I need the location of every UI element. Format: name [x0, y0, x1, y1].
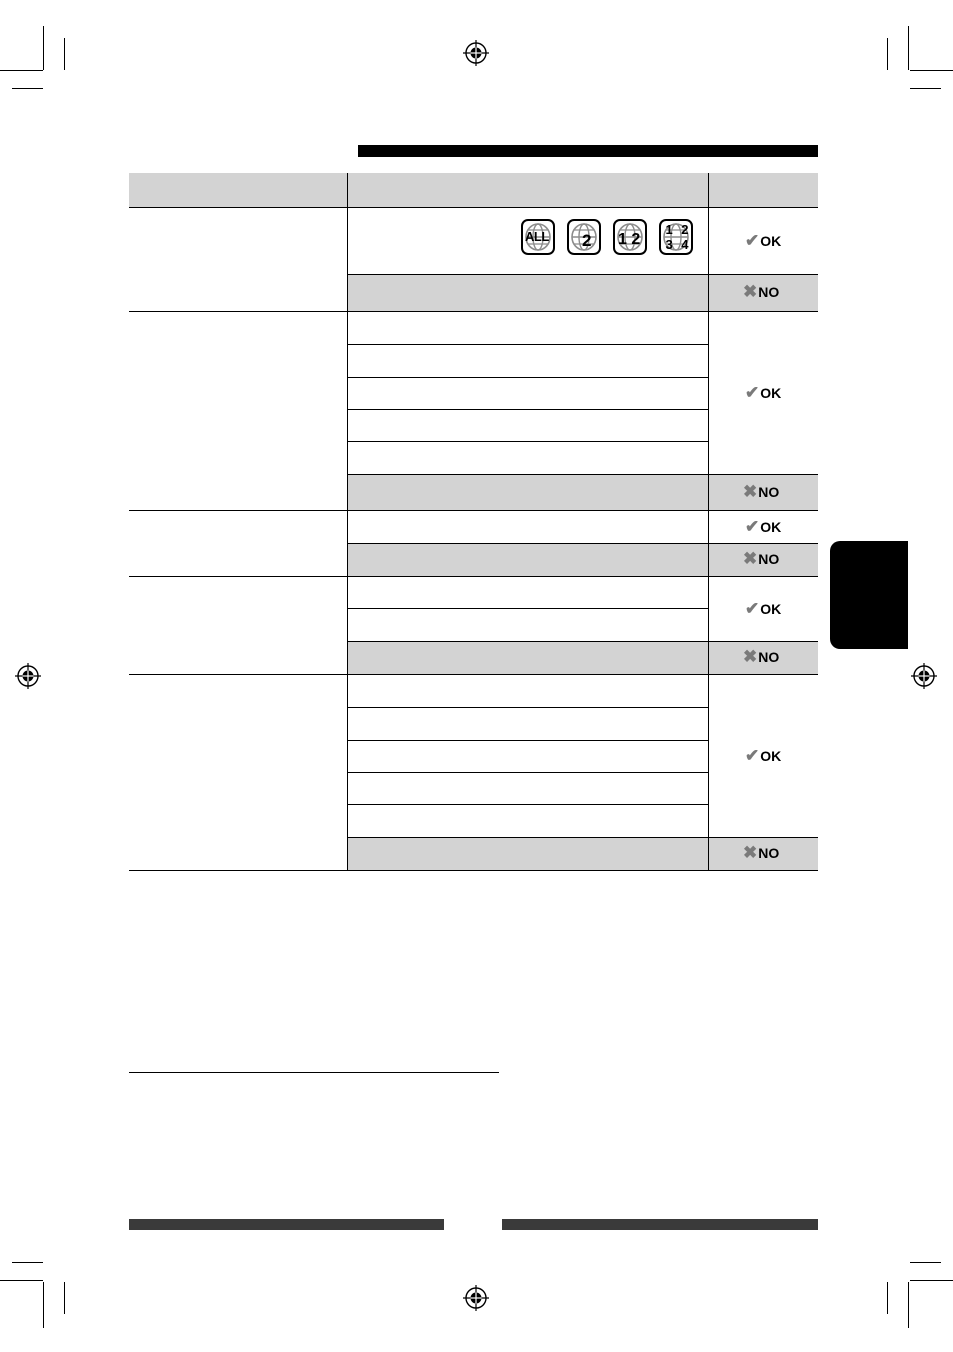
- check-icon: ✔: [745, 383, 760, 402]
- ok-mark: ✔OK: [745, 599, 782, 618]
- column-divider: [347, 173, 348, 870]
- row-divider: [347, 409, 708, 410]
- footnote-rule: [129, 1072, 499, 1073]
- row-divider: [347, 543, 818, 544]
- no-mark: ✖NO: [743, 482, 780, 501]
- cross-icon: ✖: [743, 482, 758, 501]
- row-divider: [347, 804, 708, 805]
- crop-mark: [43, 1282, 44, 1328]
- row-divider: [347, 441, 708, 442]
- row-divider: [347, 474, 818, 475]
- row-divider: [129, 311, 818, 312]
- crop-mark: [908, 26, 909, 70]
- table-header-row: [129, 173, 818, 207]
- crop-mark: [64, 1282, 65, 1314]
- side-tab: [830, 541, 908, 649]
- check-icon: ✔: [745, 231, 760, 250]
- section-heading-bar: [358, 145, 818, 157]
- row-divider: [347, 274, 818, 275]
- no-mark: ✖NO: [743, 647, 780, 666]
- row-divider: [129, 674, 818, 675]
- footer-bar-left: [129, 1219, 444, 1230]
- crop-mark: [0, 1280, 43, 1281]
- cross-icon: ✖: [743, 549, 758, 568]
- crop-mark: [908, 1282, 909, 1328]
- compatibility-table: [129, 173, 818, 870]
- registration-target-icon: [15, 663, 41, 689]
- row-divider: [129, 870, 818, 871]
- region-mark-2: [567, 219, 601, 255]
- cross-icon: ✖: [743, 843, 758, 862]
- ok-mark: ✔OK: [745, 746, 782, 765]
- row-divider: [347, 641, 818, 642]
- crop-mark: [0, 70, 43, 71]
- cross-icon: ✖: [743, 647, 758, 666]
- crop-mark: [910, 88, 941, 89]
- row-divider: [347, 707, 708, 708]
- region-mark-label: 1 2: [618, 231, 641, 248]
- row-divider: [129, 576, 818, 577]
- crop-mark: [910, 1280, 953, 1281]
- region-mark-all: [521, 219, 555, 255]
- check-icon: ✔: [745, 746, 760, 765]
- registration-target-icon: [463, 40, 489, 66]
- column-divider: [708, 173, 709, 870]
- registration-target-icon: [911, 663, 937, 689]
- row-divider: [347, 344, 708, 345]
- crop-mark: [887, 38, 888, 70]
- region-mark-label: 1 2 3 4: [665, 222, 689, 252]
- crop-mark: [910, 1262, 941, 1263]
- row-divider: [347, 837, 818, 838]
- ok-mark: ✔OK: [745, 383, 782, 402]
- region-mark-label: 2: [582, 231, 592, 250]
- region-mark-1-2-3-4: [659, 219, 693, 255]
- region-mark-label: ALL: [525, 229, 549, 244]
- no-mark: ✖NO: [743, 843, 780, 862]
- row-divider: [129, 207, 818, 208]
- no-mark: ✖NO: [743, 549, 780, 568]
- check-icon: ✔: [745, 517, 760, 536]
- cross-icon: ✖: [743, 282, 758, 301]
- row-divider: [129, 510, 818, 511]
- row-divider: [347, 772, 708, 773]
- ok-mark: ✔OK: [745, 517, 782, 536]
- region-mark-1-2: [613, 219, 647, 255]
- row-divider: [347, 740, 708, 741]
- check-icon: ✔: [745, 599, 760, 618]
- ok-mark: ✔OK: [745, 231, 782, 250]
- row-divider: [347, 377, 708, 378]
- registration-target-icon: [463, 1285, 489, 1311]
- crop-mark: [12, 88, 43, 89]
- crop-mark: [43, 26, 44, 70]
- row-divider: [347, 608, 708, 609]
- crop-mark: [910, 70, 953, 71]
- crop-mark: [12, 1262, 43, 1263]
- no-mark: ✖NO: [743, 282, 780, 301]
- crop-mark: [64, 38, 65, 70]
- footer-bar-right: [502, 1219, 818, 1230]
- crop-mark: [887, 1282, 888, 1314]
